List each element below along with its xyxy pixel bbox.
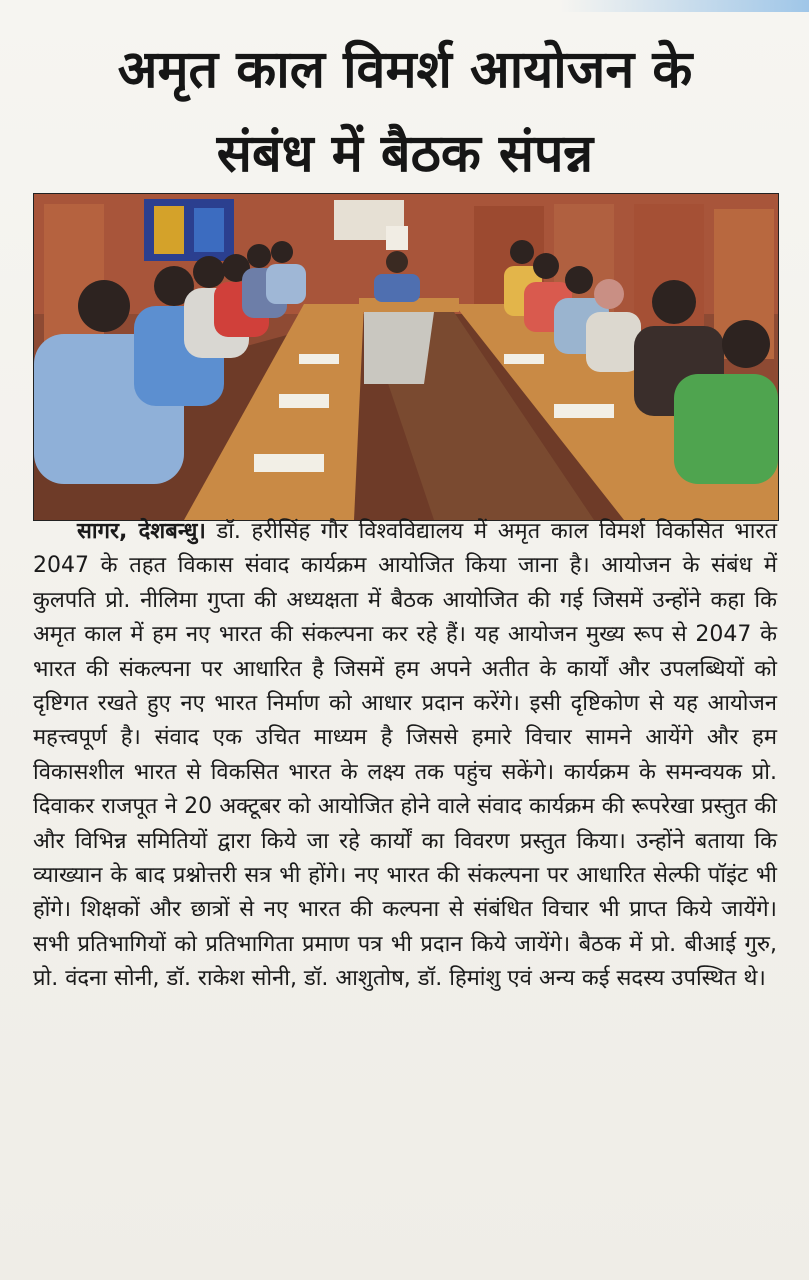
headline bbox=[20, 28, 790, 196]
article-body bbox=[33, 515, 777, 997]
meeting-photo bbox=[33, 193, 779, 521]
article-dateline: सागर, देशबन्धु। bbox=[77, 519, 206, 544]
headline-line-1: अमृत काल विमर्श आयोजन के bbox=[117, 40, 693, 100]
page-edge-strip bbox=[560, 0, 809, 12]
headline-line-2: संबंध में बैठक संपन्न bbox=[216, 124, 594, 184]
meeting-photo-illustration bbox=[34, 194, 778, 520]
article-paragraph bbox=[33, 515, 777, 997]
article-text: डॉ. हरीसिंह गौर विश्वविद्यालय में अमृत काल विमर्श विकसित भारत 2047 के तहत विकास संवाद कार्यक्रम आयोजित किया जाना है। आयोजन के संबंध में कुलपति प्रो. नीलिमा गुप्ता की अध्यक्षता में बैठक आयोजित की गई जिसमें उन्होंने कहा कि अमृत काल में हम नए भारत की संकल्पना कर रहे हैं। यह आयोजन मुख्य रूप से 2047 के भारत की संकल्पना पर आधारित है जिसमें हम अपने अतीत के कार्यों और उपलब्धियों को दृष्टिगत रखते हुए नए भारत निर्माण को आधार प्रदान करेंगे। इसी दृष्टिकोण से यह आयोजन महत्त्वपूर्ण है। संवाद एक उचित माध्यम है जिससे हमारे विचार सामने आयेंगे और हम विकासशील भारत से विकसित भारत के लक्ष्य तक पहुंच सकेंगे। कार्यक्रम के समन्वयक प्रो. दिवाकर राजपूत ने 20 अक्टूबर को आयोजित होने वाले संवाद कार्यक्रम की रूपरेखा प्रस्तुत की और विभिन्न समितियों द्वारा किये जा रहे कार्यों का विवरण प्रस्तुत किया। उन्होंने बताया कि व्याख्यान के बाद प्रश्नोत्तरी सत्र भी होंगे। नए भारत की संकल्पना पर आधारित सेल्फी पॉइंट भी होंगे। शिक्षकों और छात्रों से नए भारत की कल्पना से संबंधित विचार भी प्राप्त किये जायेंगे। सभी प्रतिभागियों को प्रतिभागिता प्रमाण पत्र भी प्रदान किये जायेंगे। बैठक में प्रो. बीआई गुरु, प्रो. वंदना सोनी, डॉ. राकेश सोनी, डॉ. आशुतोष, डॉ. हिमांशु एवं अन्य कई सदस्य उपस्थित थे। bbox=[33, 519, 777, 992]
